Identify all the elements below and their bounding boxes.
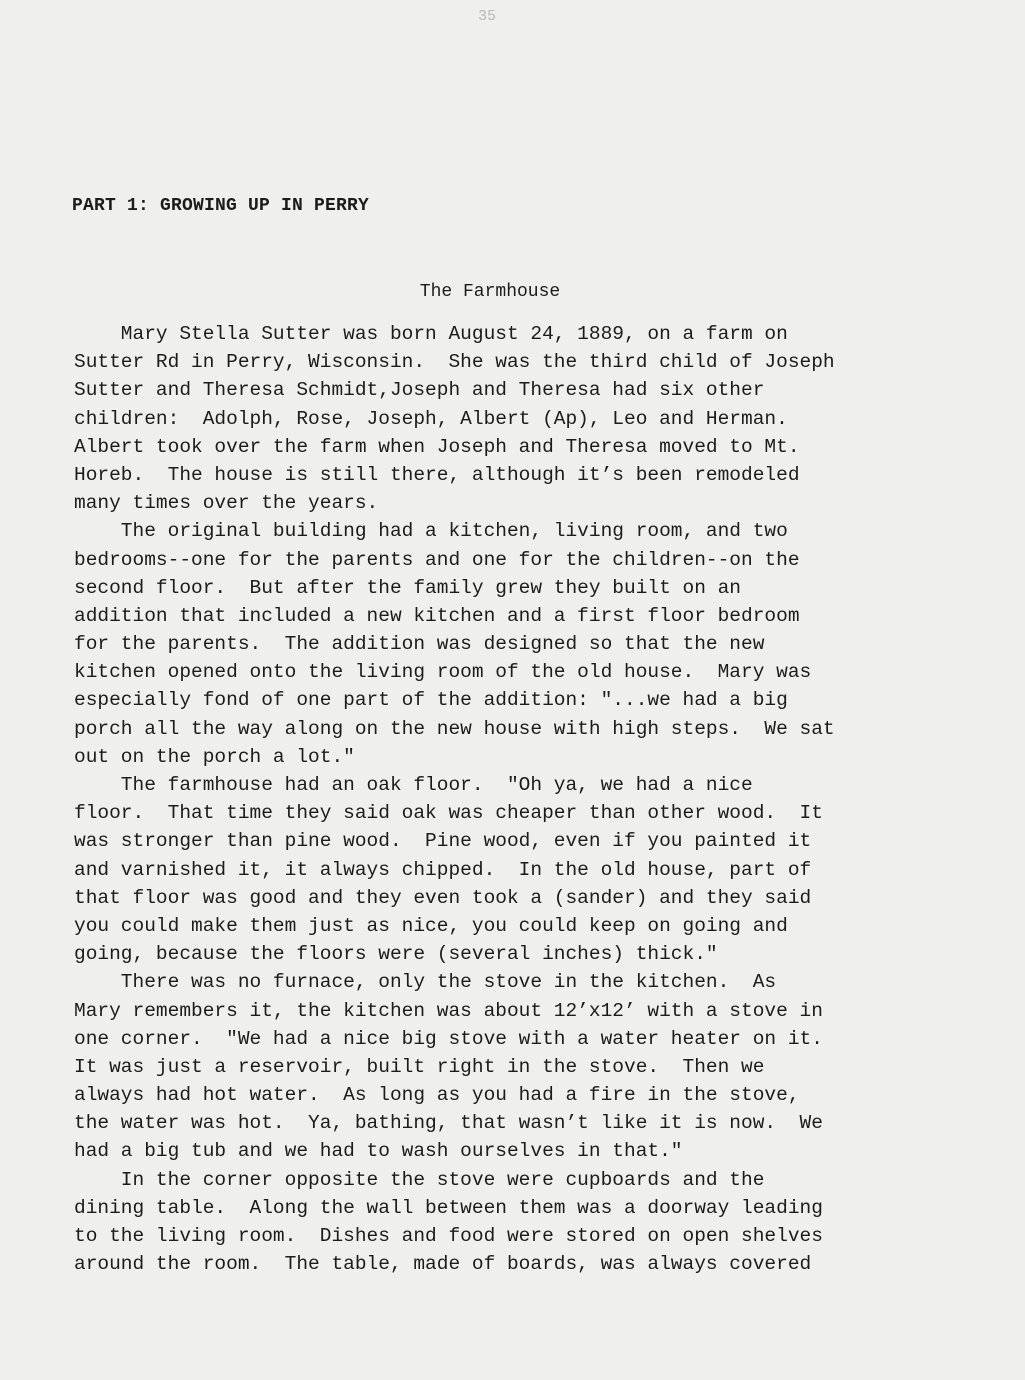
text-line: It was just a reservoir, built right in the stove. Then we bbox=[74, 1055, 765, 1078]
text-line: dining table. Along the wall between them was a doorway leading bbox=[74, 1196, 823, 1219]
text-line: addition that included a new kitchen and a first floor bedroom bbox=[74, 604, 800, 627]
text-line: and varnished it, it always chipped. In the old house, part of bbox=[74, 858, 812, 881]
chapter-title: The Farmhouse bbox=[419, 282, 561, 302]
text-line: second floor. But after the family grew they built on an bbox=[74, 576, 742, 599]
text-line: for the parents. The addition was designed so that the new bbox=[74, 633, 765, 656]
text-line: many times over the years. bbox=[74, 492, 379, 515]
text-line: The original building had a kitchen, living room, and two bbox=[74, 520, 788, 543]
text-line: Sutter Rd in Perry, Wisconsin. She was the third child of Joseph bbox=[74, 351, 835, 374]
text-line: especially fond of one part of the addition: "...we had a big bbox=[74, 689, 788, 712]
text-line: that floor was good and they even took a (sander) and they said bbox=[74, 886, 812, 909]
text-line: In the corner opposite the stove were cupboards and the bbox=[74, 1168, 765, 1191]
text-line: around the room. The table, made of boards, was always covered bbox=[74, 1253, 812, 1276]
text-line: was stronger than pine wood. Pine wood, even if you painted it bbox=[74, 830, 812, 853]
text-line: out on the porch a lot." bbox=[74, 745, 355, 768]
page-number: 35 bbox=[478, 8, 497, 25]
text-line: Sutter and Theresa Schmidt,Joseph and Theresa had six other bbox=[74, 379, 765, 402]
body-text bbox=[74, 320, 954, 1278]
text-line: always had hot water. As long as you had a fire in the stove, bbox=[74, 1084, 800, 1107]
text-line: children: Adolph, Rose, Joseph, Albert (Ap), Leo and Herman. bbox=[74, 407, 788, 430]
text-line: had a big tub and we had to wash ourselves in that." bbox=[74, 1140, 683, 1163]
text-line: Mary Stella Sutter was born August 24, 1889, on a farm on bbox=[74, 323, 788, 345]
text-line: Albert took over the farm when Joseph and Theresa moved to Mt. bbox=[74, 435, 800, 458]
section-heading: PART 1: GROWING UP IN PERRY bbox=[72, 196, 370, 216]
text-line: the water was hot. Ya, bathing, that wasn’t like it is now. We bbox=[74, 1112, 823, 1135]
text-line: going, because the floors were (several inches) thick." bbox=[74, 943, 718, 966]
text-line: porch all the way along on the new house with high steps. We sat bbox=[74, 717, 835, 740]
text-line: one corner. "We had a nice big stove with a water heater on it. bbox=[74, 1027, 823, 1050]
text-line: Mary remembers it, the kitchen was about 12’x12’ with a stove in bbox=[74, 999, 823, 1022]
text-line: bedrooms--one for the parents and one for the children--on the bbox=[74, 548, 800, 571]
text-line: to the living room. Dishes and food were stored on open shelves bbox=[74, 1225, 823, 1247]
text-line: The farmhouse had an oak floor. "Oh ya, we had a nice bbox=[74, 774, 753, 796]
text-line: you could make them just as nice, you could keep on going and bbox=[74, 914, 788, 937]
text-line: Horeb. The house is still there, although it’s been remodeled bbox=[74, 463, 800, 486]
text-line: floor. That time they said oak was cheaper than other wood. It bbox=[74, 802, 823, 825]
text-line: kitchen opened onto the living room of the old house. Mary was bbox=[74, 661, 812, 684]
text-line: There was no furnace, only the stove in the kitchen. As bbox=[74, 971, 777, 994]
